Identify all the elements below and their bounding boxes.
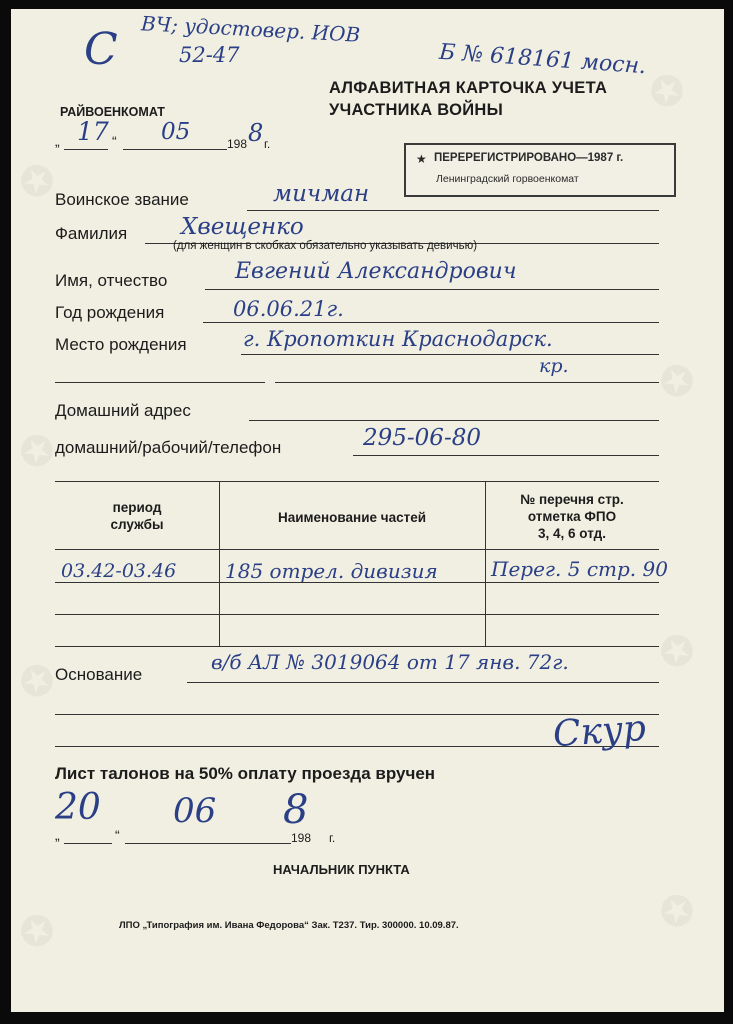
birthplace-value-continued: кр. [539, 355, 569, 377]
table-row-line [55, 646, 659, 647]
coupons-close-quote: “ [115, 827, 120, 843]
date-open-quote: „ [55, 133, 60, 149]
birthplace-label: Место рождения [55, 335, 187, 354]
card-title-line2: УЧАСТНИКА ВОЙНЫ [329, 101, 504, 119]
col-notes-header-line3: 3, 4, 6 отд. [538, 526, 606, 541]
handwritten-corner-letter: С [84, 24, 118, 75]
row1-period: 03.42-03.46 [61, 560, 177, 582]
birthplace-line2-right [275, 382, 659, 383]
date-year-suffix: 8 [248, 119, 264, 147]
birthplace-line2-left [55, 382, 265, 383]
date-day-line [64, 149, 108, 150]
coupons-year-prefix: 198 [291, 831, 312, 845]
date-year-prefix: 198 [227, 137, 248, 151]
name-label: Имя, отчество [55, 271, 168, 290]
printer-footer: ЛПО „Типография им. Ивана Федорова“ Зак. Т237. Тир. 300000. 10.09.87. [119, 920, 459, 931]
watermark-emblem: ✪ [12, 904, 64, 960]
phone-line [353, 455, 659, 456]
basis-label: Основание [55, 665, 143, 684]
reregistration-stamp [404, 143, 676, 197]
birth-year-line [203, 322, 659, 323]
coupons-day-line [64, 843, 112, 844]
coupons-year-suffix: г. [329, 831, 336, 845]
date-suffix: г. [264, 137, 271, 151]
watermark-emblem: ✪ [12, 154, 64, 210]
col-period-header-line2: службы [110, 517, 164, 532]
row1-unit: 185 отрел. дивизия [225, 559, 438, 583]
birthplace-line [241, 354, 659, 355]
phone-value: 295-06-80 [363, 425, 481, 451]
date-close-quote: “ [112, 133, 117, 149]
birthplace-value: г. Кропоткин Краснодарск. [243, 327, 553, 351]
birth-year-value: 06.06.21г. [233, 297, 344, 321]
watermark-emblem: ✪ [652, 624, 704, 680]
table-divider-1 [219, 481, 220, 646]
coupons-date-month: 06 [173, 791, 217, 831]
date-month: 05 [161, 119, 191, 145]
date-month-line [123, 149, 227, 150]
watermark-emblem: ✪ [642, 64, 694, 120]
rank-label: Воинское звание [55, 190, 189, 209]
rank-value: мичман [273, 181, 370, 207]
name-line [205, 289, 659, 290]
stamp-line2: Ленинградский горвоенкомат [436, 173, 579, 185]
chief-label: НАЧАЛЬНИК ПУНКТА [273, 862, 410, 877]
official-signature: Скур [551, 707, 648, 756]
col-notes-header-line1: № перечня стр. [520, 492, 624, 507]
birth-year-label: Год рождения [55, 303, 165, 322]
watermark-emblem: ✪ [652, 354, 704, 410]
basis-value: в/б АЛ № 3019064 от 17 янв. 72г. [211, 650, 569, 674]
basis-line [187, 682, 659, 683]
handwritten-code: 52-47 [179, 43, 240, 67]
table-row-line [55, 614, 659, 615]
watermark-emblem: ✪ [652, 884, 704, 940]
coupons-date-day: 20 [55, 787, 101, 828]
col-notes-header-line2: отметка ФПО [527, 509, 617, 524]
col-period-header-line1: период [112, 500, 162, 515]
row1-note: Перег. 5 стр. 90 [491, 557, 668, 581]
surname-value: Хвещенко [181, 214, 304, 240]
star-icon: ★ [416, 152, 427, 166]
table-row-line [55, 582, 659, 583]
name-value: Евгений Александрович [235, 259, 517, 284]
coupons-label: Лист талонов на 50% оплату проезда вручен [55, 764, 436, 783]
coupons-open-quote: „ [55, 827, 60, 843]
table-header-border [55, 549, 659, 550]
watermark-emblem: ✪ [12, 654, 64, 710]
office-label: РАЙВОЕНКОМАТ [60, 105, 165, 119]
phone-label: домашний/рабочий/телефон [55, 438, 282, 457]
handwritten-note: ВЧ; удостовер. ИОВ [140, 11, 361, 47]
coupons-month-line [125, 843, 291, 844]
col-units-header: Наименование частей [277, 510, 427, 525]
surname-label: Фамилия [55, 224, 128, 243]
card-title-line1: АЛФАВИТНАЯ КАРТОЧКА УЧЕТА [329, 79, 608, 97]
watermark-emblem: ✪ [12, 424, 64, 480]
address-label: Домашний адрес [55, 401, 191, 420]
handwritten-doc-number: Б № 618161 мосн. [438, 39, 647, 80]
address-line [249, 420, 659, 421]
rank-line [247, 210, 659, 211]
coupons-date-year-suffix: 8 [283, 787, 309, 833]
surname-note: (для женщин в скобках обязательно указывать девичью) [173, 240, 478, 252]
date-day: 17 [77, 117, 109, 146]
table-top-border [55, 481, 659, 482]
stamp-line1: ПЕРЕРЕГИСТРИРОВАНО—1987 г. [434, 152, 624, 164]
record-card [11, 9, 724, 1012]
